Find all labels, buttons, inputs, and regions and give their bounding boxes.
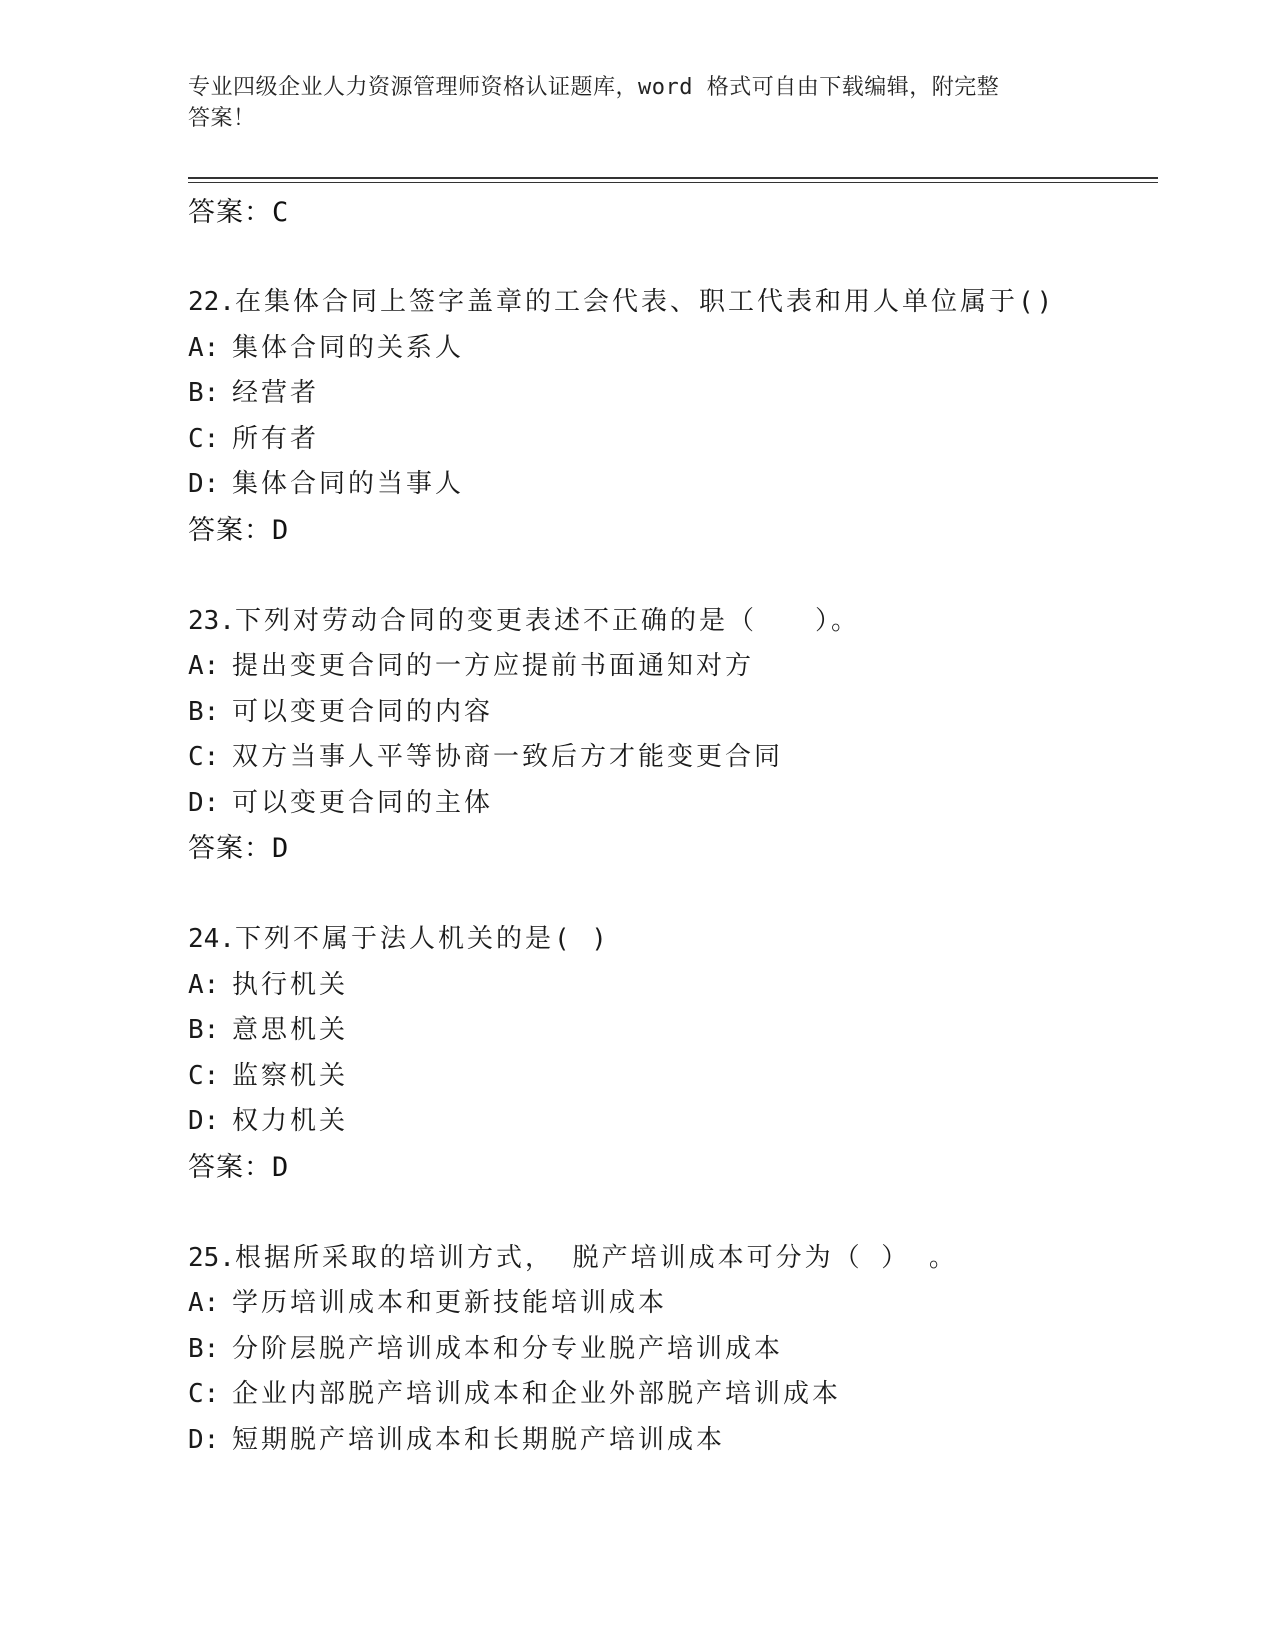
option-a [188, 326, 1188, 372]
option-key: B: [188, 1333, 220, 1364]
question-number: 25. [188, 1242, 235, 1273]
option-c [188, 1372, 1188, 1418]
answer-line: 答案：D [188, 514, 290, 546]
option-key: B: [188, 696, 220, 727]
option-text: 短期脱产培训成本和长期脱产培训成本 [232, 1424, 726, 1455]
option-key: B: [188, 378, 220, 408]
option-key: A: [188, 651, 220, 681]
header-divider-thick [188, 177, 1158, 179]
option-d [188, 1099, 1188, 1145]
option-b [188, 1008, 1188, 1054]
option-key: D: [188, 1424, 220, 1455]
option-a [188, 1281, 1188, 1327]
question-text: 下列对劳动合同的变更表述不正确的是（ ）。 [234, 605, 860, 636]
option-text: 执行机关 [232, 969, 349, 1000]
question-text: 下列不属于法人机关的是( ) [234, 924, 610, 954]
question-25 [188, 1236, 1188, 1464]
option-a [188, 963, 1188, 1009]
question-stem [188, 280, 1188, 326]
option-key: A: [188, 969, 220, 1000]
option-key: C: [188, 742, 220, 772]
answer-line: 答案：D [188, 1151, 290, 1183]
question-list [188, 190, 1188, 1509]
option-b [188, 1327, 1188, 1373]
question-number: 23. [188, 605, 235, 636]
option-text: 可以变更合同的主体 [232, 787, 494, 818]
option-key: C: [188, 423, 220, 454]
header-divider-thin [188, 182, 1158, 183]
option-text: 监察机关 [232, 1060, 349, 1091]
question-text: 在集体合同上签字盖章的工会代表、职工代表和用人单位属于() [234, 287, 1056, 317]
option-key: A: [188, 332, 220, 363]
option-text: 可以变更合同的内容 [232, 696, 494, 727]
question-22 [188, 280, 1188, 553]
option-key: A: [188, 1288, 220, 1318]
question-stem [188, 1236, 1188, 1282]
option-key: D: [188, 469, 220, 499]
answer-line-prev: 答案：C [188, 197, 290, 228]
option-d [188, 462, 1188, 508]
option-c [188, 1054, 1188, 1100]
option-text: 提出变更合同的一方应提前书面通知对方 [232, 651, 755, 681]
question-number: 22. [188, 287, 235, 317]
option-c [188, 417, 1188, 463]
option-text: 所有者 [232, 423, 320, 454]
header-line-1: 专业四级企业人力资源管理师资格认证题库，word 格式可自由下载编辑，附完整 [188, 75, 1000, 100]
option-b [188, 690, 1188, 736]
question-number: 24. [188, 924, 235, 954]
option-key: C: [188, 1060, 220, 1091]
option-b [188, 371, 1188, 417]
option-a [188, 644, 1188, 690]
option-key: D: [188, 1106, 220, 1136]
option-text: 集体合同的关系人 [232, 332, 465, 363]
question-24 [188, 917, 1188, 1190]
question-stem [188, 917, 1188, 963]
option-key: B: [188, 1015, 220, 1045]
question-23 [188, 599, 1188, 872]
option-text: 学历培训成本和更新技能培训成本 [232, 1288, 668, 1318]
option-key: D: [188, 787, 220, 818]
answer-line: 答案：D [188, 833, 290, 864]
option-text: 企业内部脱产培训成本和企业外部脱产培训成本 [232, 1379, 842, 1409]
option-text: 分阶层脱产培训成本和分专业脱产培训成本 [232, 1333, 784, 1364]
option-text: 意思机关 [232, 1015, 349, 1045]
option-text: 双方当事人平等协商一致后方才能变更合同 [232, 742, 784, 772]
option-text: 权力机关 [232, 1106, 349, 1136]
question-text: 根据所采取的培训方式， 脱产培训成本可分为（ ） 。 [234, 1242, 958, 1273]
document-header-note [188, 72, 1088, 134]
question-stem [188, 599, 1188, 645]
option-key: C: [188, 1379, 220, 1409]
header-line-2: 答案！ [188, 106, 256, 131]
option-text: 经营者 [232, 378, 320, 408]
option-d [188, 1418, 1188, 1464]
option-d [188, 781, 1188, 827]
option-c [188, 735, 1188, 781]
option-text: 集体合同的当事人 [232, 469, 465, 499]
